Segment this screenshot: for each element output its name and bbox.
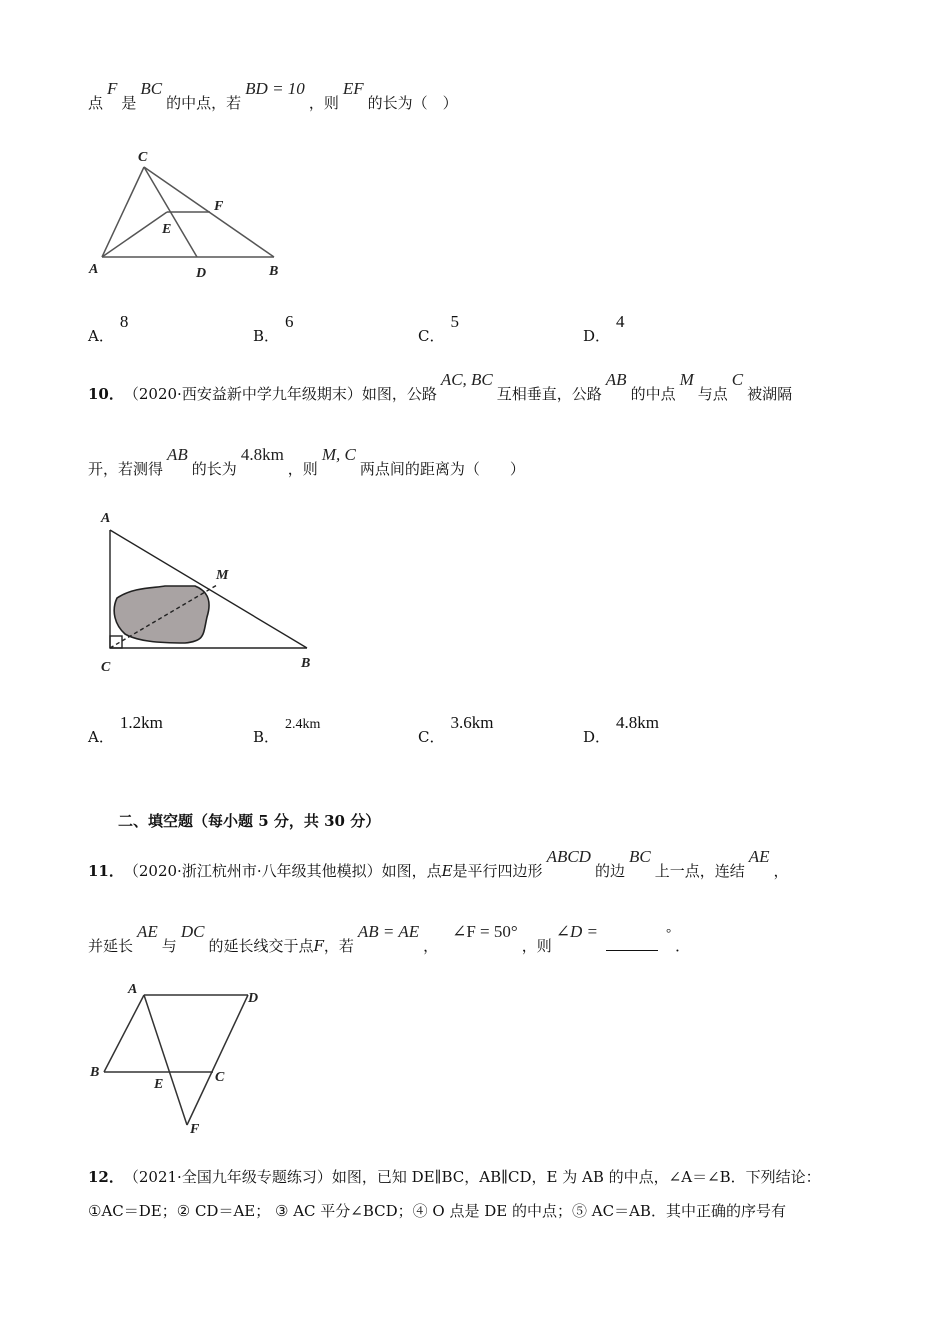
q9-figure [82, 140, 302, 285]
math-BC-q11: BC [628, 847, 651, 866]
q10-option-c[interactable]: C．3.6km [418, 713, 494, 746]
math-EF: EF [342, 79, 364, 98]
q9-option-b[interactable]: B．6 [253, 312, 294, 345]
q12-stem-line1: 12．（2021·全国九年级专题练习）如图，已知 DE∥BC，AB∥CD，E 为 AB 的中点，∠A＝∠B．下列结论： [88, 1168, 821, 1186]
math-BD-equals-10: BD = 10 [245, 79, 305, 98]
math-F-inline: F [313, 937, 324, 955]
fig11-label-C: C [215, 1070, 225, 1085]
fig11-label-E: E [154, 1077, 164, 1092]
math-AE: AE [748, 847, 770, 866]
math-AB-equals-AE: AB = AE [357, 922, 420, 941]
fig10-label-M: M [216, 568, 229, 583]
fig11-label-A: A [128, 982, 138, 997]
fig9-label-D: D [196, 266, 207, 281]
math-angle-D: ∠D = [555, 922, 598, 941]
math-length-4.8km: 4.8km [240, 445, 284, 464]
answer-blank[interactable] [606, 936, 658, 951]
math-M: M [679, 370, 694, 389]
math-AC-BC: AC, BC [440, 370, 493, 389]
fig9-label-A: A [89, 262, 99, 277]
fig9-label-E: E [162, 222, 172, 237]
math-AE-2: AE [137, 922, 158, 941]
math-AB-2: AB [167, 445, 188, 464]
q9-option-c[interactable]: C．5 [418, 312, 459, 345]
fig9-label-F: F [214, 199, 224, 214]
math-ABCD: ABCD [546, 847, 591, 866]
q9-option-a[interactable]: A．8 [88, 312, 129, 345]
q10-option-b[interactable]: B．2.4km [253, 717, 321, 746]
fig10-label-C: C [101, 660, 111, 675]
fig11-label-D: D [248, 991, 259, 1006]
fig11-label-B: B [90, 1065, 100, 1080]
q10-stem-line2: 开，若测得AB的长为4.8km，则M, C两点间的距离为（ ） [88, 445, 525, 478]
q11-stem-line2: 并延长AE与DC的延长线交于点F，若AB = AE，∠F = 50°，则∠D = °． [88, 922, 691, 955]
q10-option-a[interactable]: A．1.2km [88, 713, 163, 746]
math-M-C: M, C [321, 445, 356, 464]
math-E-inline: E [441, 862, 453, 880]
q9-option-d[interactable]: D．4 [583, 312, 625, 345]
fig10-label-A: A [101, 511, 111, 526]
q11-figure [82, 975, 282, 1135]
math-F: F [107, 79, 118, 98]
math-BC: BC [140, 79, 163, 98]
math-AB: AB [605, 370, 627, 389]
q11-stem-line1: 11．（2020·浙江杭州市·八年级其他模拟）如图，点E是平行四边形ABCD的边BC上一点，连结AE， [88, 847, 789, 880]
q9-stem: 点F是BC的中点，若BD = 10，则EF的长为（ ） [88, 79, 458, 112]
q10-stem-line1: 10．（2020·西安益新中学九年级期末）如图，公路AC, BC互相垂直，公路AB的中点M与点C被湖隔 [88, 370, 793, 403]
q10-option-d[interactable]: D．4.8km [583, 713, 660, 746]
math-C: C [731, 370, 744, 389]
q10-figure [95, 505, 335, 680]
fig9-label-B: B [269, 264, 279, 279]
fig11-label-F: F [190, 1122, 200, 1135]
math-DC: DC [180, 922, 205, 941]
lake-shape [114, 586, 209, 643]
fig10-label-B: B [301, 656, 311, 671]
math-angle-F-50: ∠F = 50° [452, 922, 518, 941]
fig9-label-C: C [138, 150, 148, 165]
section-heading-fill-in: 二、填空题（每小题 5 分，共 30 分） [118, 812, 381, 830]
q12-stem-line2: ①AC＝DE；② CD＝AE； ③ AC 平分∠BCD；④ O 点是 DE 的中点；⑤ AC＝AB．其中正确的序号有 [88, 1202, 786, 1220]
